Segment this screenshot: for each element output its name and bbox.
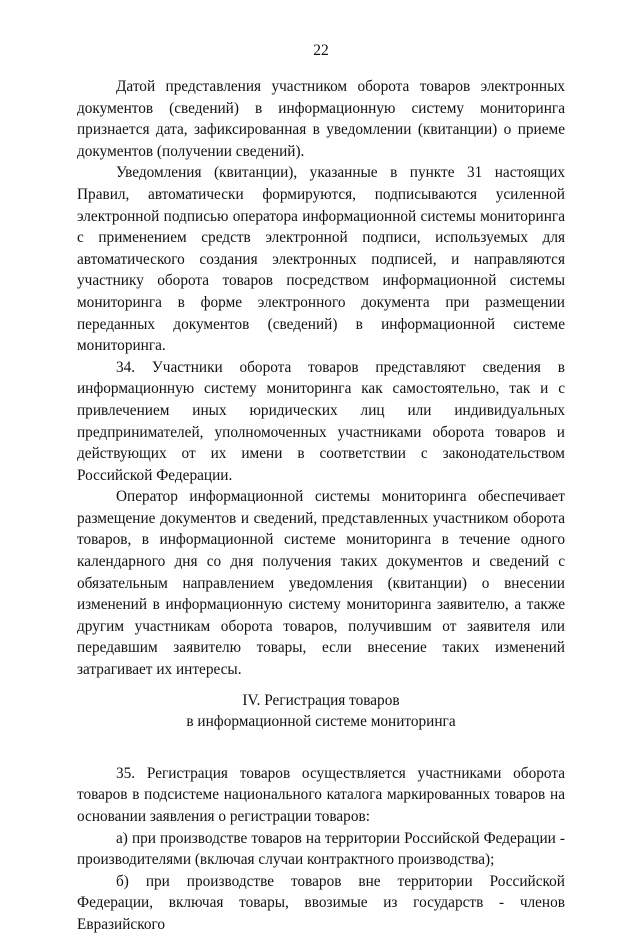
section-heading-title: IV. Регистрация товаров <box>242 691 400 709</box>
section-heading <box>77 690 565 733</box>
paragraph-item-35-b: б) при производстве товаров вне территории Российской Федерации, включая товары, ввозимые из государств - членов Евразийского <box>77 872 565 933</box>
page-number: 22 <box>313 42 329 59</box>
paragraph-item-34: 34. Участники оборота товаров представляют сведения в информационную систему мониторинга как самостоятельно, так и с привлечением иных юридических лиц или индивидуальных предпринимателей, уполномоченных участниками оборота товаров и действующих от их имени в соответствии с законодательством Российской Федерации. <box>77 358 565 484</box>
paragraph-operator-duties: Оператор информационной системы мониторинга обеспечивает размещение документов и сведений, представленных участником оборота товаров, в информационной системе мониторинга в течение одного календарного дня со дня получения таких документов и сведений с обязательным направлением уведомления (квитанции) о внесении изменений в информационную систему мониторинга заявителю, а также другим участникам оборота товаров, получившим от заявителя или передавшим заявителю товары, если внесение таких изменений затрагивает их интересы. <box>77 488 565 679</box>
paragraph-item-35-a: а) при производстве товаров на территории Российской Федерации - производителями (включая случаи контрактного производства); <box>77 829 565 869</box>
paragraph-notifications: Уведомления (квитанции), указанные в пункте 31 настоящих Правил, автоматически формируются, подписываются усиленной электронной подписью оператора информационной системы мониторинга с применением средств электронной подписи, используемых для автоматического создания электронных подписей, и направляются участнику оборота товаров посредством информационной системы мониторинга в форме электронного документа при размещении переданных документов (сведений) в информационной системе мониторинга. <box>77 164 565 355</box>
paragraph-item-35: 35. Регистрация товаров осуществляется участниками оборота товаров в подсистеме национального каталога маркированных товаров на основании заявления о регистрации товаров: <box>77 764 565 825</box>
section-heading-subtitle: в информационной системе мониторинга <box>186 713 456 731</box>
document-body <box>77 76 565 936</box>
paragraph-submission-date: Датой представления участником оборота товаров электронных документов (сведений) в информационную систему мониторинга признается дата, зафиксированная в уведомлении (квитанции) о приеме документов (получении сведений). <box>77 78 565 160</box>
